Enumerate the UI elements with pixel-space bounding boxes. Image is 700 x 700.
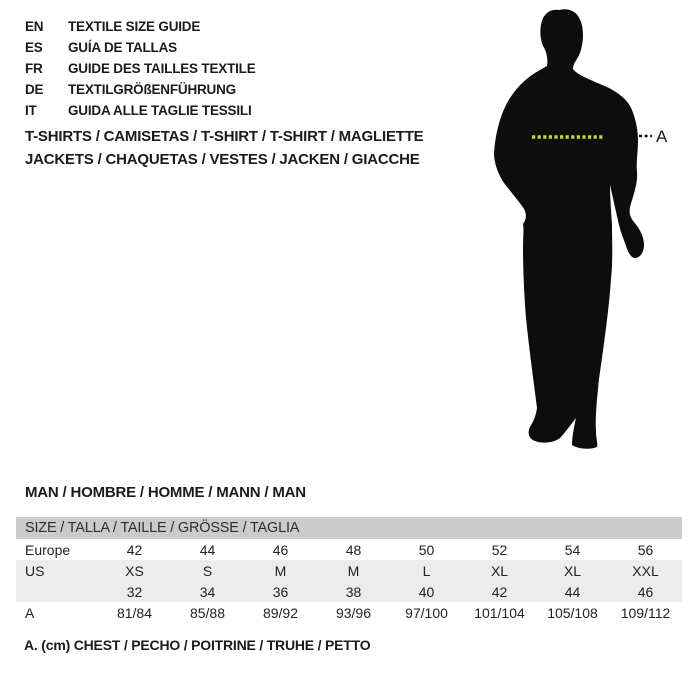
size-value: 52 [491, 541, 508, 558]
language-row-it [25, 100, 256, 121]
size-value: 38 [345, 583, 362, 600]
language-code: IT [25, 103, 37, 118]
size-value: 42 [126, 541, 143, 558]
row-label: US [25, 562, 45, 579]
size-value: 81/84 [116, 604, 153, 621]
size-value: 32 [126, 583, 143, 600]
category-jackets: JACKETS / CHAQUETAS / VESTES / JACKEN / GIACCHE [25, 151, 420, 168]
man-silhouette-figure [460, 0, 700, 480]
size-value: 36 [272, 583, 289, 600]
size-value: 46 [272, 541, 289, 558]
size-value: M [347, 562, 360, 579]
size-value: 85/88 [189, 604, 226, 621]
language-code: EN [25, 19, 44, 34]
size-value: 48 [345, 541, 362, 558]
language-row-de [25, 79, 256, 100]
table-row-us [16, 560, 682, 581]
size-value: XS [125, 562, 144, 579]
size-value: 54 [564, 541, 581, 558]
size-value: 56 [637, 541, 654, 558]
language-row-fr [25, 58, 256, 79]
language-list [25, 16, 256, 121]
size-value: 40 [418, 583, 435, 600]
table-row-us-numeric [16, 581, 682, 602]
size-value: 97/100 [405, 604, 448, 621]
size-value: 42 [491, 583, 508, 600]
row-label: Europe [25, 541, 71, 558]
size-value: S [202, 562, 213, 579]
size-table [16, 517, 682, 623]
size-value: L [422, 562, 431, 579]
table-row-chest [16, 602, 682, 623]
language-title: TEXTILE SIZE GUIDE [68, 19, 201, 34]
size-value: 44 [564, 583, 581, 600]
size-value: XXL [632, 562, 659, 579]
language-title: GUIDA ALLE TAGLIE TESSILI [68, 103, 252, 118]
size-value: 44 [199, 541, 216, 558]
language-code: FR [25, 61, 43, 76]
language-title: GUIDE DES TAILLES TEXTILE [68, 61, 256, 76]
size-value: 101/104 [474, 604, 525, 621]
measurement-footnote: A. (cm) CHEST / PECHO / POITRINE / TRUHE / PETTO [24, 637, 371, 653]
row-label: A [25, 604, 35, 621]
size-value: 93/96 [335, 604, 372, 621]
language-code: DE [25, 82, 44, 97]
language-title: GUÍA DE TALLAS [68, 40, 177, 55]
language-title: TEXTILGRÖßENFÜHRUNG [68, 82, 236, 97]
product-categories [25, 125, 424, 171]
size-value: 109/112 [620, 604, 671, 621]
category-tshirts: T-SHIRTS / CAMISETAS / T-SHIRT / T-SHIRT / MAGLIETTE [25, 128, 424, 145]
table-header-row [16, 517, 682, 539]
size-value: M [274, 562, 287, 579]
language-row-en [25, 16, 256, 37]
size-value: 50 [418, 541, 435, 558]
size-value: 105/108 [547, 604, 598, 621]
man-silhouette-shape [494, 9, 644, 448]
size-value: XL [490, 562, 509, 579]
table-row-europe [16, 539, 682, 560]
language-row-es [25, 37, 256, 58]
man-silhouette-svg [460, 0, 700, 480]
section-title-man: MAN / HOMBRE / HOMME / MANN / MAN [25, 484, 306, 501]
language-code: ES [25, 40, 43, 55]
measure-label-a: A [656, 127, 668, 146]
size-value: 34 [199, 583, 216, 600]
size-value: 89/92 [262, 604, 299, 621]
size-value: 46 [637, 583, 654, 600]
table-header-label: SIZE / TALLA / TAILLE / GRÖSSE / TAGLIA [25, 520, 300, 536]
size-value: XL [563, 562, 582, 579]
